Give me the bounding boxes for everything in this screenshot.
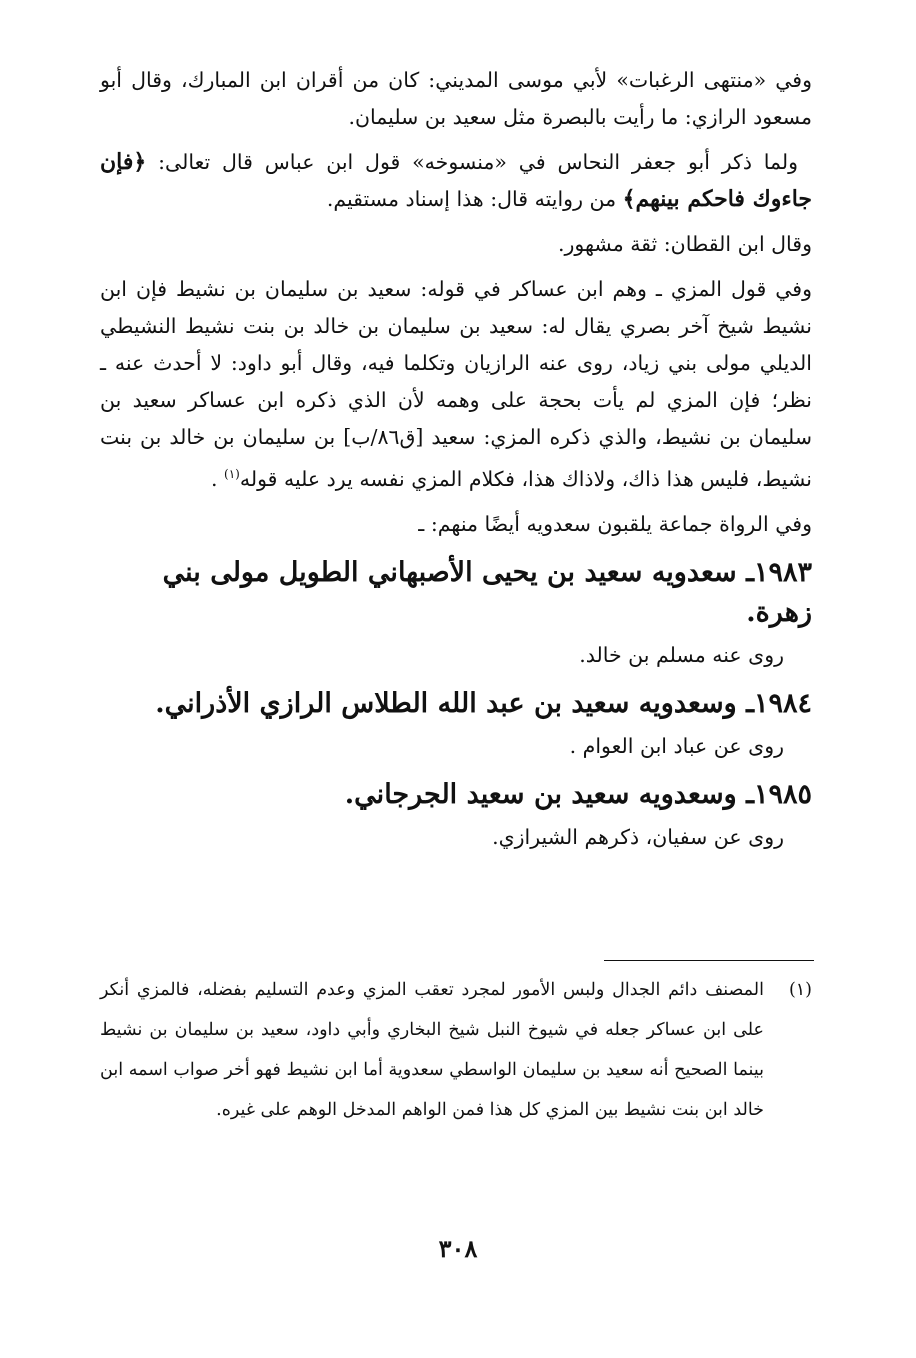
entry-1985-title: ١٩٨٥ـ وسعدويه سعيد بن سعيد الجرجاني.	[344, 778, 812, 810]
paragraph-1	[100, 62, 812, 136]
paragraph-3-text: وقال ابن القطان: ثقة مشهور.	[557, 232, 812, 256]
paragraph-3	[100, 226, 812, 263]
paragraph-2	[100, 144, 812, 218]
footnote-divider	[604, 960, 814, 961]
paragraph-5	[100, 506, 812, 543]
footnote	[100, 970, 812, 1130]
footnote-number: (١)	[788, 980, 812, 1000]
paragraph-4	[100, 271, 812, 498]
main-text	[100, 62, 812, 866]
paragraph-2-text-end: من روايته قال: هذا إسناد مستقيم.	[326, 187, 623, 211]
paragraph-1-text: وفي «منتهى الرغبات» لأبي موسى المديني: كان من أقران ابن المبارك، وقال أبو مسعود الرازي: ما رأيت بالبصرة مثل سعيد بن سليمان.	[100, 68, 812, 129]
entry-1984-title: ١٩٨٤ـ وسعدويه سعيد بن عبد الله الطلاس الرازي الأذراني.	[155, 687, 812, 719]
paragraph-4-text-end: .	[210, 466, 224, 491]
paragraph-2-text: ولما ذكر أبو جعفر النحاس في «منسوخه» قول ابن عباس قال تعالى:	[146, 150, 798, 174]
entry-1984-body: روى عن عباد ابن العوام .	[569, 733, 784, 758]
paragraph-4-text: وفي قول المزي ـ وهم ابن عساكر في قوله: سعيد بن سليمان بن نشيط فإن ابن نشيط شيخ آخر بصري يقال له: سعيد بن سليمان بن خالد بن بنت نشيط النشيطي الديلي مولى بني زياد، روى عنه الرازيان وتكلما فيه، وقال أبو داود: لا أحدث عنه ـ نظر؛ فإن المزي لم يأت بحجة على وهمه لأن الذي ذكره ابن عساكر سعيد بن سليمان بن نشيط، والذي ذكره المزي: سعيد [ق٨٦/ب] بن سليمان بن خالد بن بنت نشيط، فليس هذا ذاك، ولاذاك هذا، فكلام المزي نفسه يرد عليه قوله	[100, 277, 813, 491]
entry-1983-title: ١٩٨٣ـ سعدويه سعيد بن يحيى الأصبهاني الطويل مولى بني زهرة.	[162, 556, 812, 628]
footnote-reference[interactable]: (١)	[224, 467, 240, 481]
entry-1983-body: روى عنه مسلم بن خالد.	[579, 642, 784, 667]
entry-1985-body: روى عن سفيان، ذكرهم الشيرازي.	[492, 824, 784, 849]
quran-quote: ﴿فإن جاءوك فاحكم بينهم﴾	[100, 149, 812, 212]
page-number: ٣٠٨	[438, 1234, 478, 1263]
footnote-text: المصنف دائم الجدال ولبس الأمور لمجرد تعقب المزي وعدم التسليم بفضله، فالمزي أنكر على ابن عساكر جعله في شيوخ النبل شيخ البخاري وأبي داود، سعيد بن سليمان بن نشيط بينما الصحيح أنه سعيد بن سليمان الواسطي سعدوية أما ابن نشيط فهو أخر صواب اسمه ابن خالد ابن بنت نشيط بين المزي كل هذا فمن الواهم المدخل الوهم على غيره.	[100, 980, 764, 1120]
paragraph-5-text: وفي الرواة جماعة يلقبون سعدويه أيضًا منهم: ـ	[418, 511, 812, 536]
